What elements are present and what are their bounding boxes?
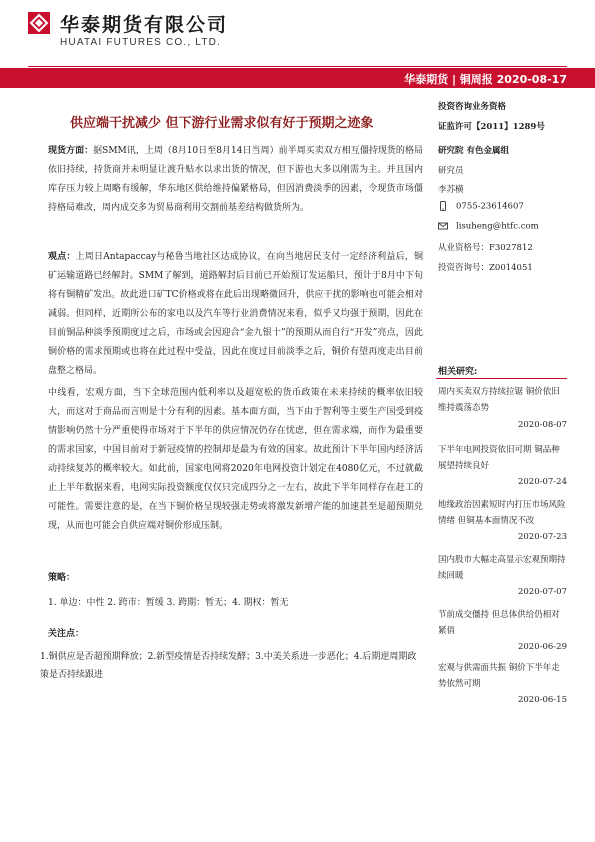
related-item-date: 2020-07-23 <box>517 532 567 542</box>
paragraph-supply <box>48 142 423 218</box>
related-item-title[interactable]: 周内买卖双方持续拉锯 铜价依旧维持震荡态势 <box>438 387 560 413</box>
paragraph-macro: 中线看，宏观方面，当下全球范围内低利率以及超宽松的货币政策在未来持续的概率依旧较大，而这对于商品而言则是十分有利的因素。基本面方面，当下由于智利等主要生产国受到疫情影响仍然十分严重使得市场对于下半年的供应情况仍存在忧虑，但在需求端，而作为最重要的需求国家，中国目前对于新冠疫情的控制却是最为有效的国家。故此预计下半年国内经济活动持续复苏的概率较大。如此前，国家电网将2020年电网投资计划定在4080亿元，不过就截止上半年数据来看，电网实际投资额度仅仅只完成四分之一左右，故此下半年同样存在赶工的可能性。需要注意的是，在当下铜价格呈现较强走势或将激发新增产能的加速甚至是超预期兑现，从而也可能会自供应端对铜价形成压制。 <box>48 388 423 531</box>
logo-mark-icon <box>28 12 50 34</box>
company-name-cn: 华泰期货有限公司 <box>60 14 229 36</box>
advisory-cert: 投资咨询号：Z0014051 <box>438 263 533 273</box>
practice-cert: 从业资格号：F3027812 <box>438 243 533 253</box>
related-item-date: 2020-08-07 <box>517 420 567 430</box>
related-item-date: 2020-06-29 <box>517 642 567 652</box>
view-label: 观点： <box>48 252 76 262</box>
phone-row <box>438 201 524 212</box>
related-item-title[interactable]: 下半年电网投资依旧可期 铜品种展望持续良好 <box>438 445 560 471</box>
related-item-date: 2020-07-07 <box>517 587 567 597</box>
paragraph-view <box>48 248 423 381</box>
report-band-text: 华泰期货 | 铜周报 2020-08-17 <box>404 73 567 86</box>
department: 研究院 有色金属组 <box>438 146 509 156</box>
supply-text: 据SMM讯，上周（8月10日至8月14日当周）前半周买卖双方相互僵持现货的格局依旧持续，持货商并未明显让渡升贴水以求出货的情况，但下游也大多以刚需为主。并且国内库存压力较上周略有缓解，华东地区供给维持偏紧格局，但因消费淡季的因素，令现货市场僵持格局难改，周内成交多为贸易商利用交割前基差结构做货所为。 <box>48 146 423 213</box>
company-logo <box>28 12 50 34</box>
related-item-title[interactable]: 国内股市大幅走高显示宏观预期持续回暖 <box>438 555 566 581</box>
email-icon <box>438 221 448 231</box>
related-item-title[interactable]: 地缘政治因素短时内打压市场风险情绪 但铜基本面情况不改 <box>438 500 566 526</box>
email-address[interactable]: lisuheng@htfc.com <box>456 221 539 232</box>
related-item-title[interactable]: 宏观与供需面共振 铜价下半年走势依然可期 <box>438 663 560 689</box>
related-research-heading: 相关研究: <box>438 367 478 377</box>
related-item-date: 2020-06-15 <box>517 695 567 705</box>
license-number: 证监许可【2011】1289号 <box>438 122 545 132</box>
related-item-date: 2020-07-24 <box>517 477 567 487</box>
license-title: 投资咨询业务资格 <box>438 102 507 112</box>
related-divider <box>436 378 567 379</box>
header-divider <box>28 66 567 67</box>
report-title: 供应端干扰减少 但下游行业需求似有好于预期之迹象 <box>70 116 374 131</box>
focus-heading: 关注点： <box>48 629 85 639</box>
strategy-heading: 策略： <box>48 573 76 583</box>
supply-label: 现货方面： <box>48 146 94 156</box>
analyst-name: 李苏横 <box>438 185 464 195</box>
company-name-en: HUATAI FUTURES CO., LTD. <box>60 37 222 48</box>
phone-number: 0755-23614607 <box>456 201 524 212</box>
phone-icon <box>438 201 448 211</box>
focus-text: 1.铜供应是否超预期释放；2.新型疫情是否持续发酵；3.中美关系进一步恶化；4.后期逆周期政策是否持续跟进 <box>40 652 417 680</box>
related-item-title[interactable]: 节前成交僵持 但总体供给仍相对紧俏 <box>438 610 560 636</box>
strategy-text: 1. 单边：中性 2. 跨市：暂缓 3. 跨期：暂无；4. 期权：暂无 <box>48 598 289 608</box>
view-text: 上周日Antapaccay与秘鲁当地社区达成协议，在向当地居民支付一定经济利益后，铜矿运输道路已经解封。SMM了解到，道路解封后目前已开始预订发运船只，预计于8月中下旬将有铜精矿发出。故此进口矿TC价格或将在此后出现略微回升，供应干扰的影响也可能会相对减弱。但同样，近期所公布的家电以及汽车等行业消费情况来看，似乎又均强于预期，因此在目前铜品种淡季预期度过之后，市场或会因迎合“金九银十”的预期从而自行“开发”亮点，因此铜价格的需求预期或也将在此过程中受益，因此在度过目前淡季之后，铜价有望再度走出目前盘整之格局。 <box>48 252 423 376</box>
analyst-role: 研究员 <box>438 166 464 176</box>
email-row <box>438 221 539 232</box>
